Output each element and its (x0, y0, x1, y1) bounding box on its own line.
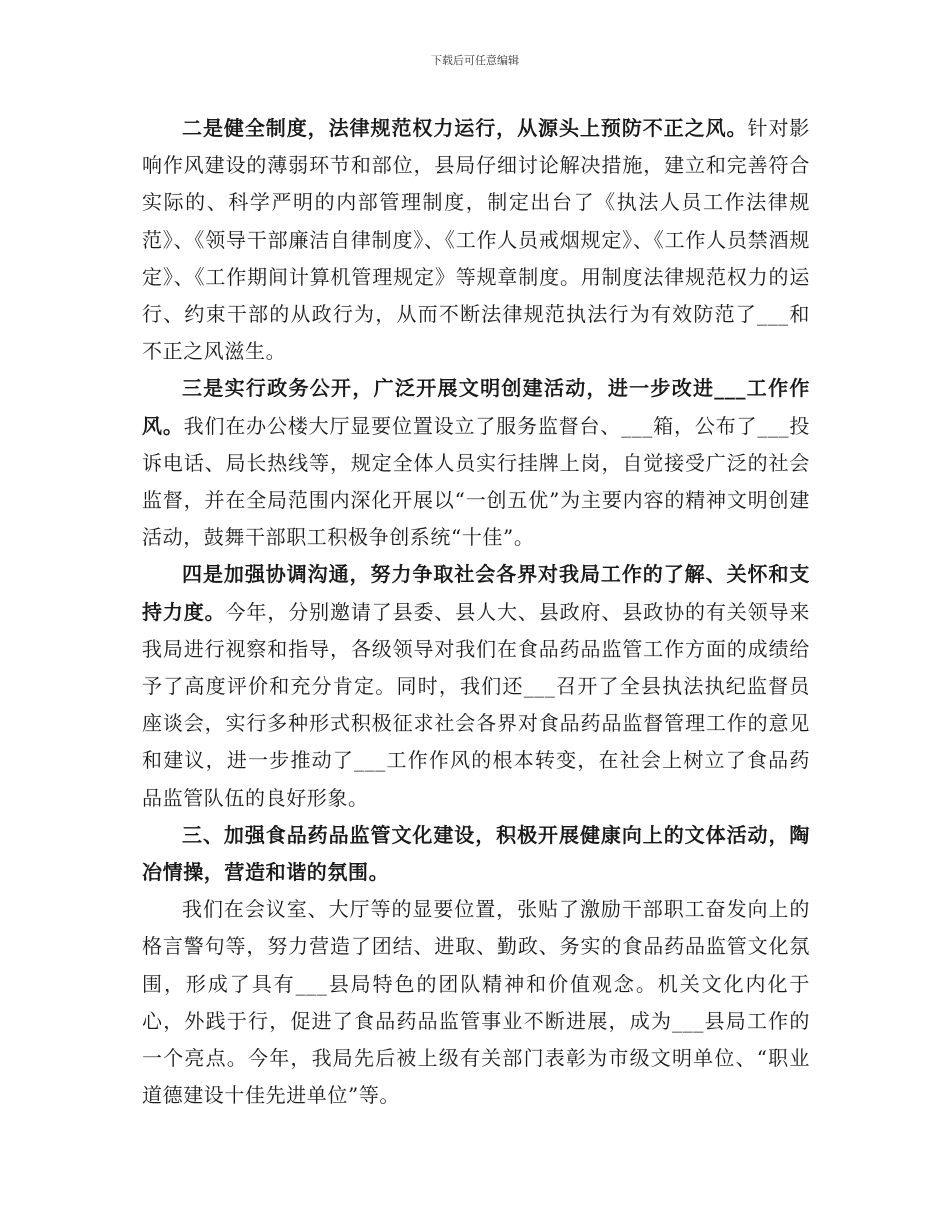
paragraph-text: 今年，分别邀请了县委、县人大、县政府、县政协的有关领导来我局进行视察和指导，各级领导对我们在食品药品监管工作方面的成绩给予了高度评价和充分肯定。同时，我们还___召开了全县执法执纪监督员座谈会，实行多种形式积极征求社会各界对食品药品监督管理工作的意见和建议，进一步推动了___工作作风的根本转变，在社会上树立了食品药品监管队伍的良好形象。 (142, 599, 810, 810)
paragraph-coordination (142, 556, 810, 816)
paragraph-culture-body (142, 891, 810, 1114)
paragraph-lead: 三是实行政务公开，广泛开展文明创建活动，进一步改进___工作作风。 (142, 376, 810, 438)
paragraph-open-government (142, 370, 810, 556)
paragraph-text: 我们在办公楼大厅显要位置设立了服务监督台、___箱，公布了___投诉电话、局长热线等，规定全体人员实行挂牌上岗，自觉接受广泛的社会监督，并在全局范围内深化开展以“一创五优”为主要内容的精神文明创建活动，鼓舞干部职工积极争创系统“十佳”。 (142, 413, 810, 550)
document-body (142, 110, 810, 1114)
paragraph-text: 针对影响作风建设的薄弱环节和部位，县局仔细讨论解决措施，建立和完善符合实际的、科学严明的内部管理制度，制定出台了《执法人员工作法律规范》、《领导干部廉洁自律制度》、《工作人员戒烟规定》、《工作人员禁酒规定》、《工作期间计算机管理规定》等规章制度。用制度法律规范权力的运行、约束干部的从政行为，从而不断法律规范执法行为有效防范了___和不正之风滋生。 (142, 116, 810, 364)
page-header: 下载后可任意编辑 (431, 54, 519, 67)
section-heading-text: 三、加强食品药品监管文化建设，积极开展健康向上的文体活动，陶冶情操，营造和谐的氛围。 (142, 822, 810, 885)
paragraph-system-building (142, 110, 810, 370)
paragraph-lead: 四是加强协调沟通，努力争取社会各界对我局工作的了解、关怀和支持力度。 (142, 562, 810, 624)
section-heading-culture (142, 817, 810, 891)
paragraph-text: 我们在会议室、大厅等的显要位置，张贴了激励干部职工奋发向上的格言警句等，努力营造了团结、进取、勤政、务实的食品药品监管文化氛围，形成了具有___县局特色的团队精神和价值观念。机关文化内化于心，外践于行，促进了食品药品监管事业不断进展，成为___县局工作的一个亮点。今年，我局先后被上级有关部门表彰为市级文明单位、“职业道德建设十佳先进单位”等。 (142, 897, 810, 1108)
paragraph-lead: 二是健全制度，法律规范权力运行，从源头上预防不正之风。 (182, 116, 748, 140)
